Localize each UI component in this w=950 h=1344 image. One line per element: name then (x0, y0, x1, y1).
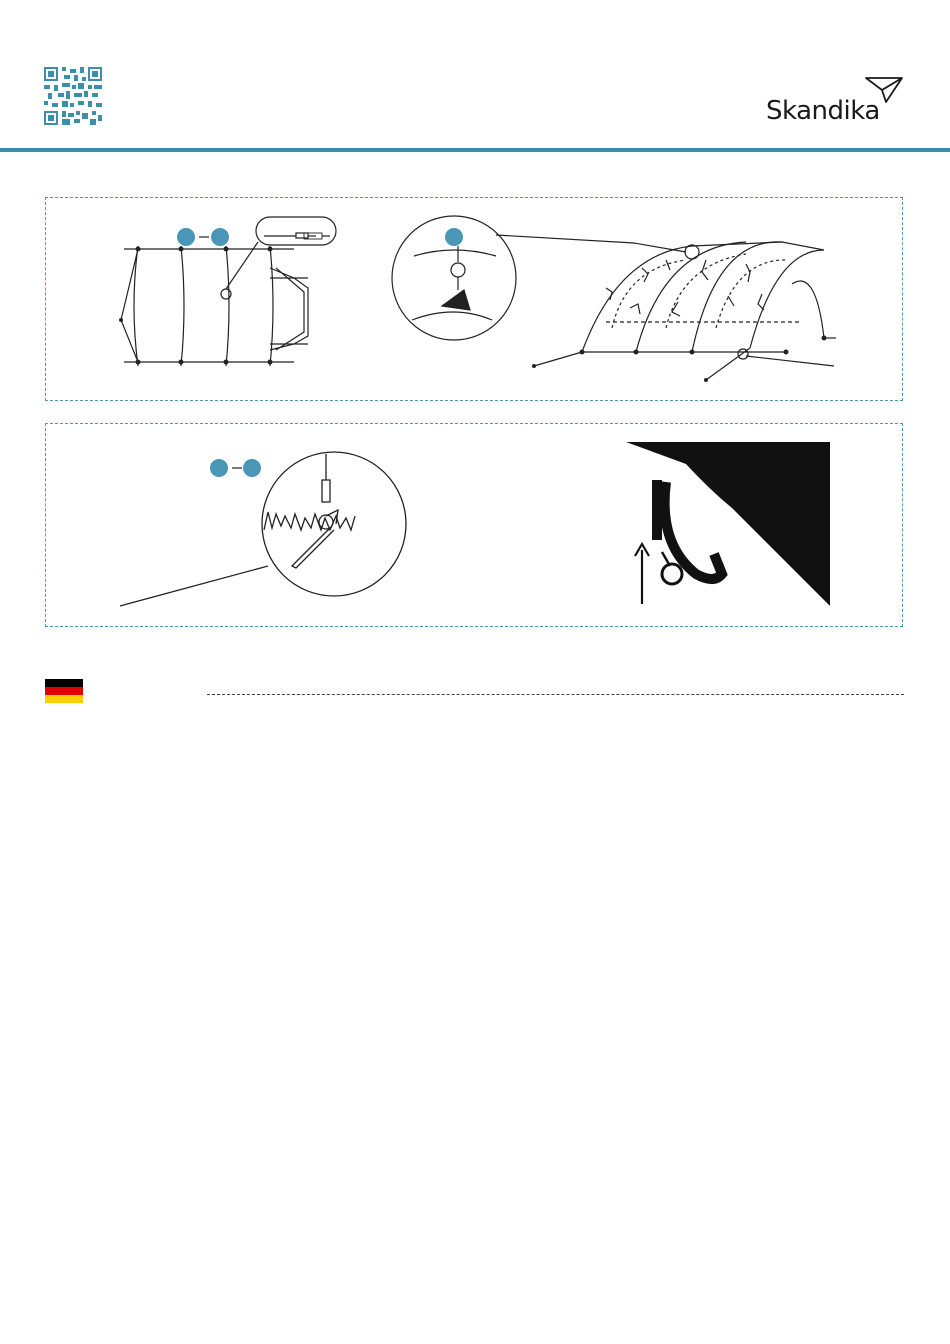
step-marker-range-1 (177, 228, 229, 246)
brand-name: Skandika (766, 96, 880, 126)
tunnel-tent-view (534, 242, 836, 380)
german-flag-icon (45, 679, 83, 703)
instruction-panel-2 (45, 423, 903, 627)
section-divider (207, 694, 904, 695)
tent-peg-diagrams (46, 424, 904, 628)
hook-detail (392, 216, 686, 340)
ring-tab-detail (626, 442, 830, 606)
instruction-panel-1 (45, 197, 903, 401)
tent-pole-diagrams (46, 198, 904, 402)
header-rule (0, 148, 950, 152)
peg-detail (120, 452, 406, 606)
step-marker-2 (445, 228, 463, 246)
step-marker-range-2 (210, 459, 261, 477)
brand-logo (766, 76, 906, 128)
qr-code-icon (44, 67, 102, 125)
